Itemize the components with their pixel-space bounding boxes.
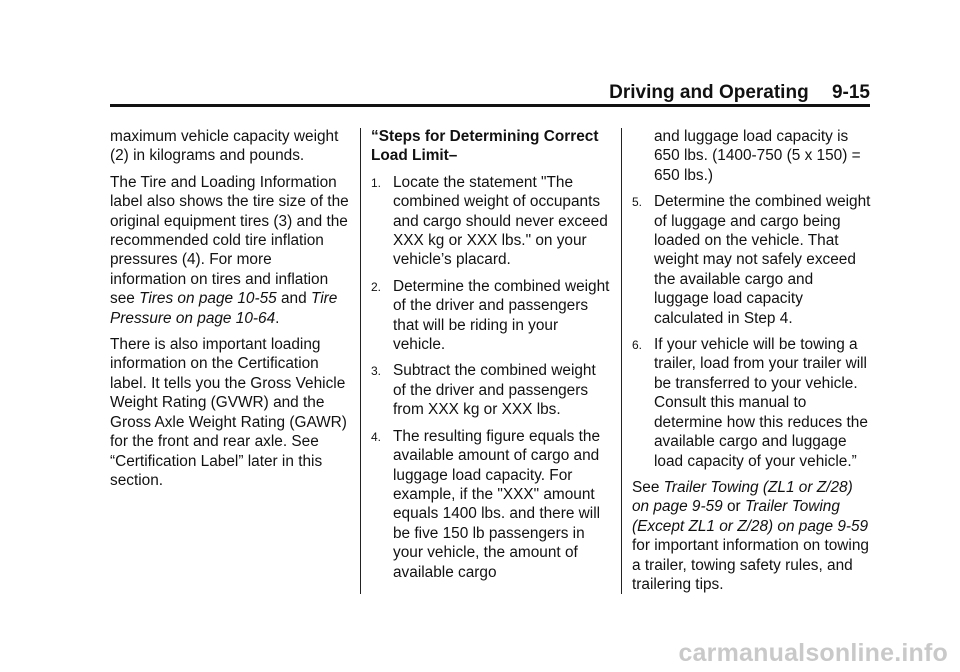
steps-list-continued — [632, 127, 872, 471]
tire-label-text: The Tire and Loading Information label also shows the tire size of the original equipment tires (3) and the recommended cold tire inflation pressures (4). For more information on tires and inflation see — [110, 173, 349, 308]
steps-list — [371, 173, 611, 582]
tires-link[interactable]: Tires on page 10-55 — [139, 290, 277, 308]
towing-info-text: for important information on towing a trailer, towing safety rules, and trailering tips. — [632, 537, 869, 593]
step-text: Locate the statement "The combined weight of occupants and cargo should never exceed XXX kg or XXX lbs." on your vehicle’s placard. — [393, 173, 608, 269]
column-1 — [110, 127, 350, 497]
column-2 — [371, 127, 611, 589]
step-number: 6. — [632, 338, 643, 353]
step-text: Determine the combined weight of the driver and passengers that will be riding in your vehicle. — [393, 277, 610, 354]
trailer-towing-except-link[interactable]: Trailer Towing (Except ZL1 or Z/28) on page 9-59 — [632, 498, 869, 535]
step-text: The resulting figure equals the available amount of cargo and luggage load capacity. For example, if the "XXX" amount equals 1400 lbs. and there will be five 150 lb passengers in your vehicle, the amount of available cargo — [393, 427, 601, 581]
step-item — [371, 427, 611, 582]
column-divider-1 — [360, 128, 361, 594]
connector-or: or — [722, 498, 745, 516]
period: . — [275, 309, 280, 327]
step-item — [632, 335, 872, 471]
header-rule — [110, 104, 870, 107]
steps-heading: “Steps for Determining Correct Load Limit– — [371, 128, 599, 165]
step-item — [371, 361, 611, 419]
paragraph-see-towing — [632, 478, 872, 594]
step-item — [371, 173, 611, 270]
see-text: See — [632, 478, 664, 496]
step-number: 1. — [371, 175, 382, 190]
page-number: 9-15 — [831, 82, 870, 103]
section-title: Driving and Operating — [609, 82, 809, 103]
step-number: 4. — [371, 429, 382, 444]
step-number: 5. — [632, 195, 643, 210]
trailer-towing-zl1-link[interactable]: Trailer Towing (ZL1 or Z/28) on page 9-59 — [632, 478, 853, 516]
connector-and: and — [276, 290, 311, 308]
step-number: 2. — [371, 279, 382, 294]
step-item-continued — [632, 127, 872, 185]
step-text: If your vehicle will be towing a trailer, load from your trailer will be transferred to your vehicle. Consult this manual to determine how this reduces the available cargo and luggage load capacity of your vehicle.” — [654, 336, 868, 470]
step-text: and luggage load capacity is 650 lbs. (1400-750 (5 x 150) = 650 lbs.) — [654, 128, 861, 184]
paragraph-tire-label — [110, 173, 350, 328]
step-item — [632, 192, 872, 328]
tire-pressure-link[interactable]: Tire Pressure on page 10-64 — [110, 290, 338, 327]
step-text: Subtract the combined weight of the driver and passengers from XXX kg or XXX lbs. — [393, 362, 596, 419]
page-header — [110, 80, 870, 106]
column-divider-2 — [621, 128, 622, 594]
column-3 — [632, 127, 872, 601]
step-text: Determine the combined weight of luggage and cargo being loaded on the vehicle. That weight may not safely exceed the available cargo and luggage load capacity calculated in Step 4. — [654, 193, 871, 327]
paragraph-capacity: maximum vehicle capacity weight (2) in kilograms and pounds. — [110, 128, 339, 165]
watermark: carmanualsonline.info — [678, 639, 948, 667]
paragraph-certification: There is also important loading information on the Certification label. It tells you the Gross Vehicle Weight Rating (GVWR) and the Gross Axle Weight Rating (GAWR) for the front and rear axle. See “Certification Label” later in this section. — [110, 336, 347, 489]
step-number: 3. — [371, 364, 382, 379]
step-item — [371, 277, 611, 355]
